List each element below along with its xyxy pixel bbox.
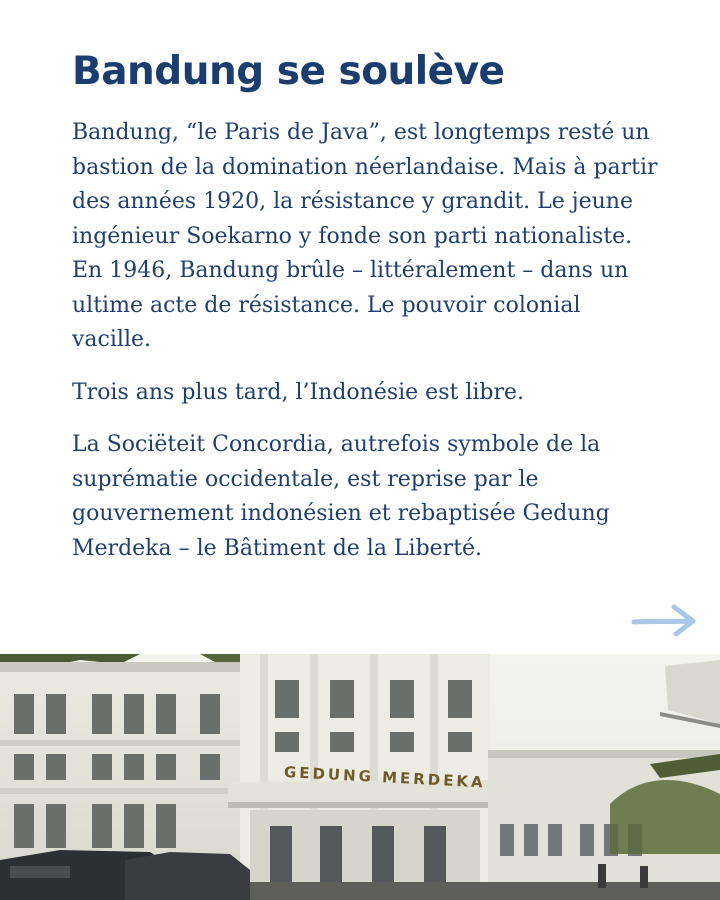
- paragraph-history: Bandung, “le Paris de Java”, est longtemps resté un bastion de la domination néerlandaise. Mais à partir des années 1920, la résistance y grandit. Le jeune ingénieur Soekarno y fonde son parti nationaliste. En 1946, Bandung brûle – littéralement – dans un ultime acte de résistance. Le pouvoir colonial vacille.: [72, 120, 658, 352]
- page-title: Bandung se soulève: [72, 49, 505, 94]
- gedung-merdeka-photo: [0, 654, 720, 900]
- paragraph-concordia: La Sociëteit Concordia, autrefois symbole de la suprématie occidentale, est reprise par le gouvernement indonésien et rebaptisée Gedung Merdeka – le Bâtiment de la Liberté.: [72, 432, 610, 561]
- building-sign: GEDUNG MERDEKA: [283, 762, 487, 792]
- paragraph-independence: Trois ans plus tard, l’Indonésie est libre.: [72, 379, 525, 405]
- article-body: [72, 116, 662, 584]
- arrow-right-icon[interactable]: [630, 600, 700, 640]
